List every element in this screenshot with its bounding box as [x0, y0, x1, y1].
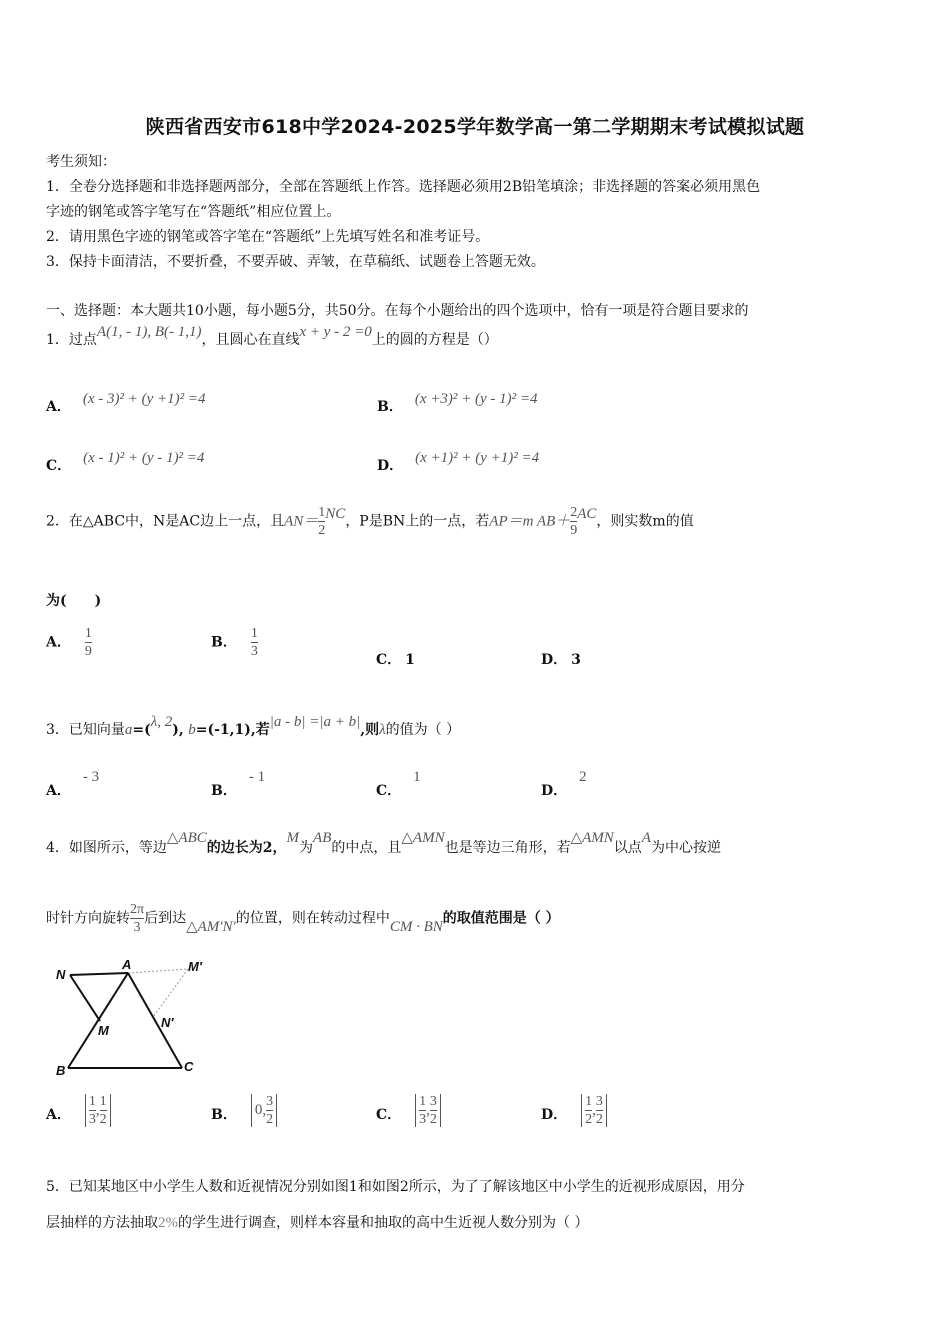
q3-text-2: =( — [132, 722, 151, 738]
q4-text-11: 的取值范围是（ ） — [442, 910, 560, 927]
option-expr: (x - 1)² + (y - 1)² =4 — [83, 450, 205, 466]
q3-lambda: λ — [379, 722, 386, 738]
option-value: 2 — [579, 769, 587, 785]
option-label: D． — [541, 652, 568, 668]
q3-vector-b: b — [188, 722, 196, 738]
option-fraction: $\frac{1}{3}$ — [250, 626, 258, 659]
question-2 — [46, 505, 694, 538]
label-n: N — [56, 967, 66, 982]
question-4-continued — [46, 902, 560, 935]
option-value: 1 — [405, 652, 415, 668]
q2-math-an: AN＝ — [284, 513, 319, 530]
q4-option-c[interactable] — [376, 1094, 441, 1127]
question-5: 5．已知某地区中小学生人数和近视情况分别如图1和如图2所示，为了了解该地区中小学生的近视形成原因，用分 — [46, 1179, 745, 1195]
question-4 — [46, 830, 721, 858]
segment-nm — [70, 975, 100, 1021]
q4-m: M — [286, 830, 300, 846]
label-m-prime: M′ — [188, 959, 202, 974]
page-title: 陕西省西安市618中学2024-2025学年数学高一第二学期期末考试模拟试题 — [145, 116, 805, 138]
q4-text-9: 后到达 — [144, 910, 187, 927]
segment-na — [70, 973, 128, 975]
q2-option-c[interactable] — [376, 649, 415, 669]
q2-text-3: ，则实数m的值 — [596, 513, 694, 530]
label-n-prime: N′ — [161, 1015, 174, 1030]
q3-option-a[interactable] — [46, 766, 100, 799]
q4-text-4: 的中点，且 — [331, 840, 402, 856]
q5-percent: 2% — [158, 1215, 178, 1231]
q4-option-d[interactable] — [541, 1094, 607, 1127]
option-label: D． — [541, 1106, 568, 1123]
segment-ac — [128, 973, 182, 1068]
q2-option-b[interactable] — [211, 626, 258, 659]
q4-text-2: 的边长为2， — [206, 840, 287, 856]
q4-text-3: 为 — [299, 840, 314, 856]
notice-line-3: 2．请用黑色字迹的钢笔或答字笔在“答题纸”上先填写姓名和准考证号。 — [46, 229, 490, 245]
option-label: B． — [211, 783, 237, 799]
q3-text-4: =(-1,1),若 — [195, 722, 270, 738]
q1-text-1: 1．过点 — [46, 332, 97, 348]
q2-text-continued: 为( ) — [46, 593, 102, 609]
option-expr: (x - 3)² + (y +1)² =4 — [82, 391, 206, 407]
q1-option-a[interactable] — [46, 388, 206, 415]
q3-lambda-pair: λ, 2 — [150, 714, 173, 730]
section-heading: 一、选择题：本大题共10小题，每小题5分，共50分。在每个小题给出的四个选项中，恰有一项是符合题目要求的 — [46, 303, 749, 319]
option-value: 1 — [413, 769, 421, 785]
q4-triangle-rotated: △AM′N′ — [186, 918, 236, 935]
q4-text-7: 为中心按逆 — [650, 840, 721, 856]
label-c: C — [184, 1059, 194, 1074]
q1-option-c[interactable] — [46, 447, 205, 474]
option-label: A． — [46, 783, 71, 799]
option-label: C． — [376, 652, 402, 668]
q3-option-c[interactable] — [376, 766, 421, 799]
q4-option-b[interactable] — [211, 1094, 277, 1127]
question-5-continued — [46, 1213, 588, 1233]
q2-math-ap: AP＝m AB＋ — [489, 513, 571, 530]
option-label: A． — [46, 1106, 71, 1123]
option-interval: $\frac{1}{3}$ , $\frac{3}{2}$ — [415, 1094, 441, 1127]
option-expr: (x +3)² + (y - 1)² =4 — [414, 391, 538, 407]
label-b: B — [56, 1063, 66, 1078]
option-value: - 1 — [248, 769, 266, 785]
q5-text-3: 的学生进行调查，则样本容量和抽取的高中生近视人数分别为（ ） — [178, 1215, 589, 1231]
option-value: 3 — [571, 652, 581, 668]
label-a: A — [122, 957, 132, 972]
notice-line-4: 3．保持卡面清洁，不要折叠，不要弄破、弄皱，在草稿纸、试题卷上答题无效。 — [46, 254, 545, 270]
q3-text-6: 的值为（ ） — [385, 722, 461, 738]
option-interval: $\frac{1}{2}$ , $\frac{3}{2}$ — [581, 1094, 607, 1127]
q4-triangle-amn-2: △AMN — [570, 830, 614, 846]
option-label: A． — [46, 634, 71, 651]
q2-math-ac: AC — [577, 505, 597, 522]
option-label: D． — [377, 458, 404, 474]
q2-option-a[interactable] — [46, 626, 92, 659]
option-label: B． — [377, 399, 403, 415]
q4-angle-fraction: $\frac{2\pi}{3}$ — [130, 902, 145, 935]
q3-text-5: ,则 — [360, 722, 380, 738]
q4-option-a[interactable] — [46, 1094, 111, 1127]
option-label: B． — [211, 634, 237, 651]
q3-text-1: 3．已知向量 — [46, 722, 125, 738]
q2-text-1: 2．在△ABC中，N是AC边上一点，且 — [46, 513, 285, 530]
segment-m2n2 — [153, 969, 188, 1017]
option-label: B． — [211, 1106, 237, 1123]
option-value: - 3 — [82, 769, 100, 785]
notice-heading: 考生须知： — [46, 154, 116, 170]
segment-am2 — [128, 969, 188, 973]
q4-text-5: 也是等边三角形，若 — [444, 840, 571, 856]
option-interval: 0, $\frac{3}{2}$ — [251, 1094, 277, 1127]
option-label: C． — [376, 1106, 402, 1123]
q2-option-d[interactable] — [541, 649, 581, 669]
option-interval: $\frac{1}{3}$ , $\frac{1}{2}$ — [85, 1094, 111, 1127]
q1-text-3: 上的圆的方程是（） — [371, 332, 498, 348]
q3-condition: |a - b| =|a + b| — [269, 714, 361, 730]
notice-line-2: 字迹的钢笔或答字笔写在“答题纸”相应位置上。 — [46, 204, 341, 220]
q5-text-2: 层抽样的方法抽取 — [46, 1215, 158, 1231]
q4-figure — [48, 955, 218, 1085]
q2-text-2: ，P是BN上的一点，若 — [345, 513, 490, 530]
option-label: C． — [376, 783, 402, 799]
option-label: A． — [46, 399, 71, 415]
q4-text-8: 时针方向旋转 — [46, 910, 130, 927]
option-label: C． — [46, 458, 72, 474]
option-label: D． — [541, 783, 568, 799]
notice-line-1: 1．全卷分选择题和非选择题两部分，全部在答题纸上作答。选择题必须用2B铅笔填涂；非选择题的答案必须用黑色 — [46, 179, 761, 195]
q1-option-d[interactable] — [377, 447, 540, 474]
q4-triangle-amn: △AMN — [401, 830, 445, 846]
question-1 — [46, 324, 498, 350]
q3-option-b[interactable] — [211, 766, 266, 799]
q4-a: A — [641, 830, 651, 846]
q3-text-3: ), — [172, 722, 184, 738]
q3-vector-a: a — [124, 722, 133, 738]
q4-text-6: 以点 — [613, 840, 642, 856]
q2-fraction-1: $\frac{1}{2}$ — [318, 505, 326, 538]
q4-dot-product: CM · BN — [389, 918, 443, 935]
question-3 — [46, 714, 461, 740]
q1-line-equation: x + y - 2 =0 — [299, 324, 372, 340]
option-fraction: $\frac{1}{9}$ — [84, 626, 92, 659]
q1-points: A(1, - 1), B(- 1,1) — [96, 324, 202, 340]
label-m: M — [98, 1023, 109, 1038]
q2-fraction-2: $\frac{2}{9}$ — [570, 505, 578, 538]
q4-ab: AB — [313, 830, 332, 846]
q4-text-10: 的位置，则在转动过程中 — [235, 910, 390, 927]
q3-option-d[interactable] — [541, 766, 587, 799]
option-expr: (x +1)² + (y +1)² =4 — [415, 450, 540, 466]
q1-option-b[interactable] — [377, 388, 538, 415]
q2-math-nc: NC — [325, 505, 346, 522]
q4-triangle-abc: △ABC — [166, 830, 207, 846]
q1-text-2: ，且圆心在直线 — [201, 332, 300, 348]
q4-text-1: 4．如图所示，等边 — [46, 840, 167, 856]
